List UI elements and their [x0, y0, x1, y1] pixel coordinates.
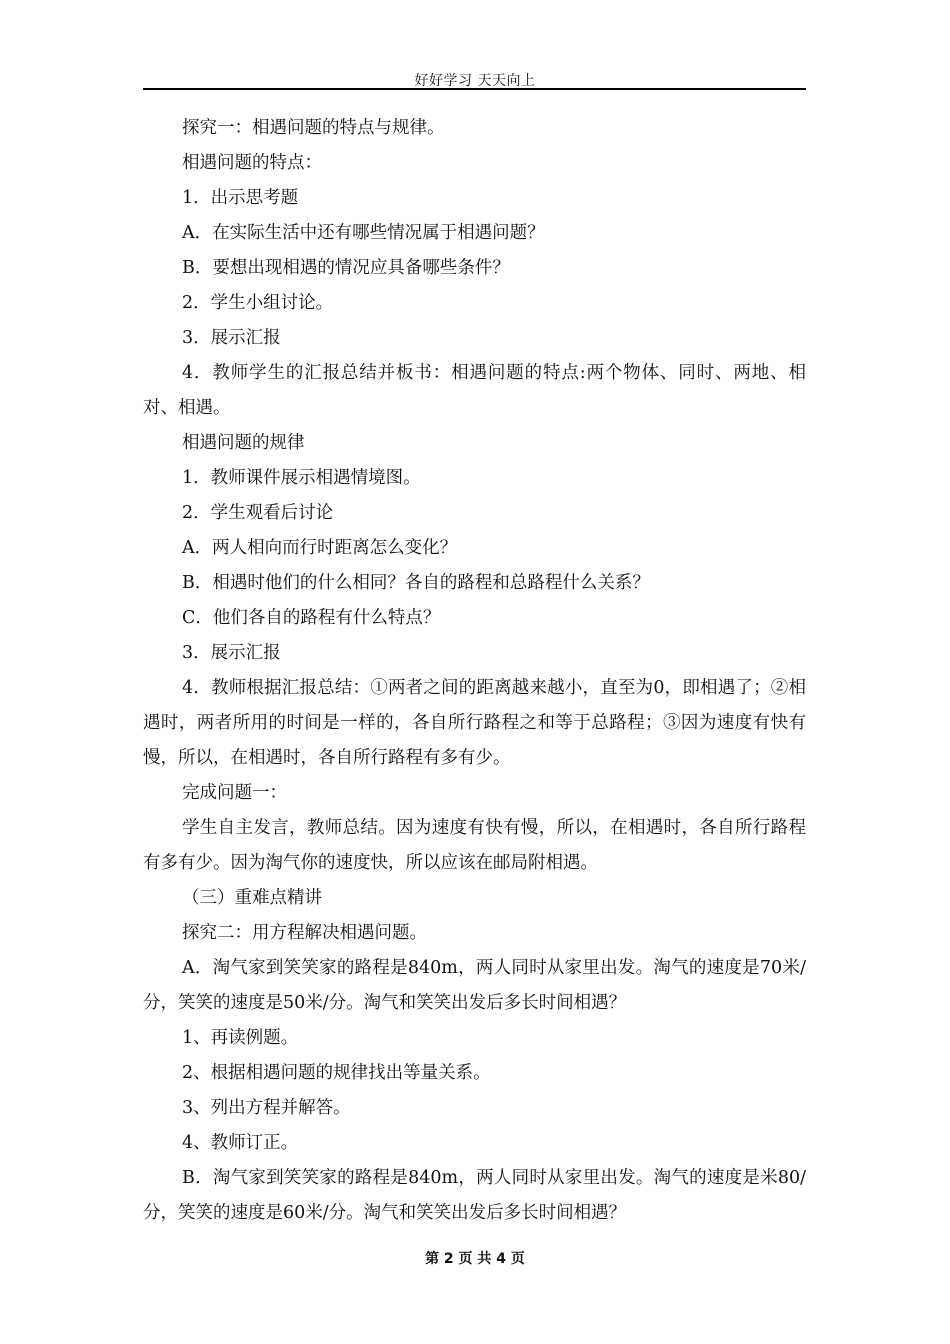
paragraph: 2、根据相遇问题的规律找出等量关系。 [182, 1063, 491, 1083]
page-number: 第 2 页 共 4 页 [425, 1251, 525, 1267]
paragraph: 探究一：相遇问题的特点与规律。 [182, 118, 445, 138]
paragraph: 相遇问题的规律 [182, 433, 305, 453]
paragraph: 4．教师根据汇报总结：①两者之间的距离越来越小，直至为0，即相遇了；②相遇时，两者所用的时间是一样的，各自所行路程之和等于总路程；③因为速度有快有慢，所以，在相遇时，各自所行路程有多有少。 [143, 678, 806, 768]
paragraph: 完成问题一： [182, 783, 287, 803]
paragraph: 1．出示思考题 [182, 188, 299, 208]
paragraph: B．淘气家到笑笑家的路程是840m，两人同时从家里出发。淘气的速度是米80/分，笑笑的速度是60米/分。淘气和笑笑出发后多长时间相遇？ [143, 1168, 806, 1223]
paragraph: B．相遇时他们的什么相同？各自的路程和总路程什么关系？ [182, 573, 650, 593]
paragraph: A．在实际生活中还有哪些情况属于相遇问题？ [182, 223, 545, 243]
paragraph: A．淘气家到笑笑家的路程是840m，两人同时从家里出发。淘气的速度是70米/分，笑笑的速度是50米/分。淘气和笑笑出发后多长时间相遇？ [143, 958, 806, 1013]
paragraph: 3．展示汇报 [182, 328, 281, 348]
paragraph: 相遇问题的特点： [182, 153, 322, 173]
paragraph: B．要想出现相遇的情况应具备哪些条件？ [182, 258, 510, 278]
paragraph: 学生自主发言，教师总结。因为速度有快有慢，所以，在相遇时，各自所行路程有多有少。因为淘气你的速度快，所以应该在邮局附相遇。 [143, 818, 806, 873]
paragraph: 探究二：用方程解决相遇问题。 [182, 923, 427, 943]
paragraph: 3、列出方程并解答。 [182, 1098, 351, 1118]
paragraph: 4．教师学生的汇报总结并板书：相遇问题的特点:两个物体、同时、两地、相对、相遇。 [143, 363, 806, 418]
paragraph: 1、再读例题。 [182, 1028, 299, 1048]
paragraph: 1．教师课件展示相遇情境图。 [182, 468, 421, 488]
paragraph: 2．学生小组讨论。 [182, 293, 334, 313]
paragraph: 3．展示汇报 [182, 643, 281, 663]
header-divider [143, 88, 806, 90]
section-heading: （三）重难点精讲 [182, 888, 322, 908]
paragraph: 4、教师订正。 [182, 1133, 299, 1153]
paragraph: C．他们各自的路程有什么特点？ [182, 608, 441, 628]
paragraph: 2．学生观看后讨论 [182, 503, 334, 523]
page-header: 好好学习 天天向上 [414, 73, 536, 89]
paragraph: A．两人相向而行时距离怎么变化？ [182, 538, 458, 558]
document-body [143, 111, 806, 1231]
